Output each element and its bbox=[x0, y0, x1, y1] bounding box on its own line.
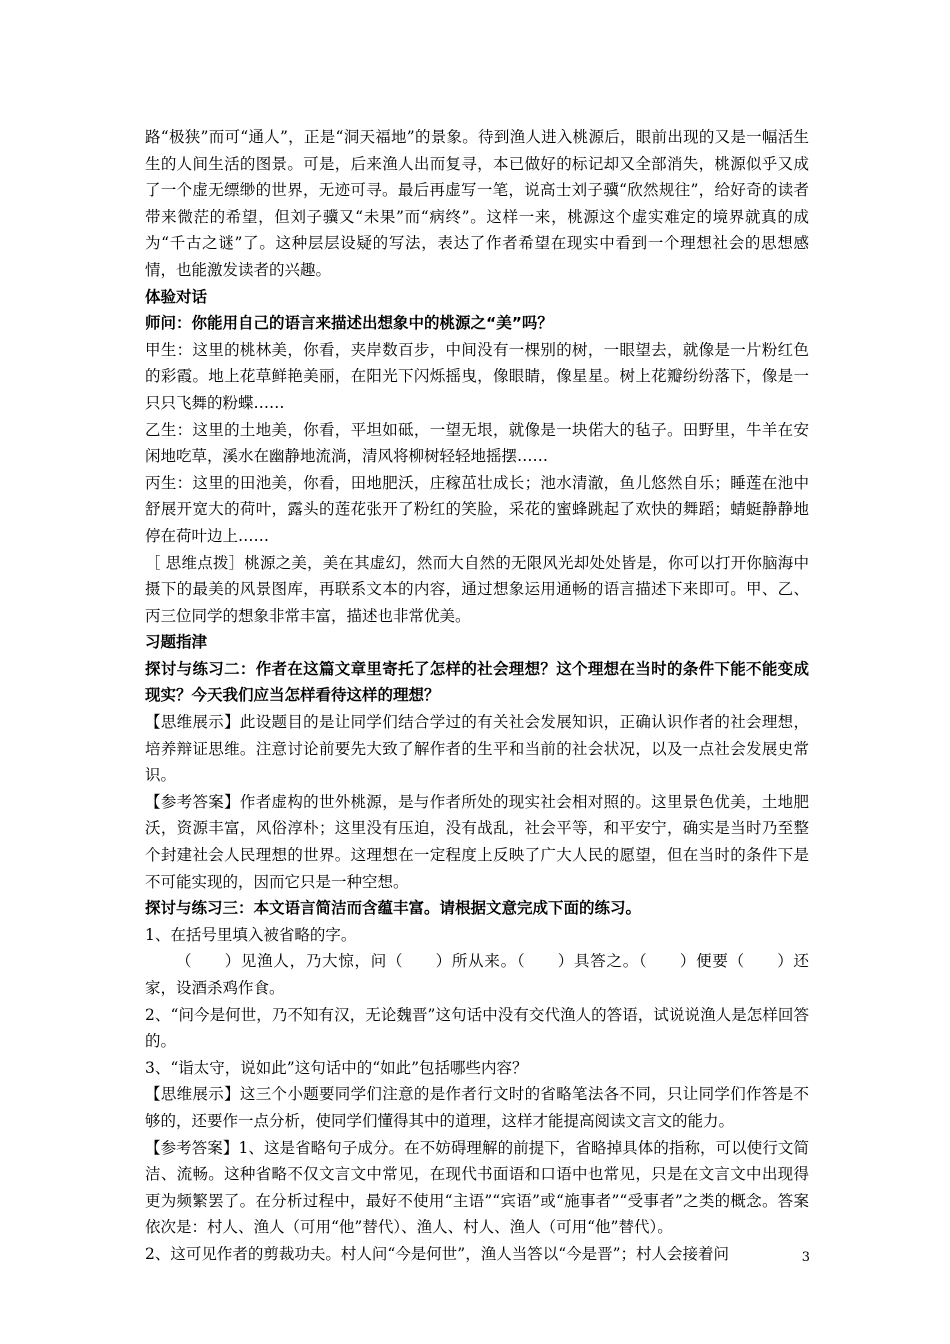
body-paragraph: 【参考答案】作者虚构的世外桃源，是与作者所处的现实社会相对照的。这里景色优美，土地肥沃，资源丰富，风俗淳朴；这里没有压迫，没有战乱，社会平等，和平安宁，确实是当时乃至整个封建社会人民理想的世界。这理想在一定程度上反映了广大人民的愿望，但在当时的条件下是不可能实现的，因而它只是一种空想。 bbox=[145, 792, 809, 891]
body-paragraph: 【思维展示】这三个小题要同学们注意的是作者行文时的省略笔法各不同，只让同学们作答是不够的，还要作一点分析，使同学们懂得其中的道理，这样才能提高阅读文言文的能力。 bbox=[145, 1085, 809, 1130]
body-paragraph: 1、在括号里填入被省略的字。 bbox=[145, 925, 357, 944]
body-paragraph: 路“极狭”而可“通人”，正是“洞天福地”的景象。待到渔人进入桃源后，眼前出现的又是一幅活生生的人间生活的图景。可是，后来渔人出而复寻，本已做好的标记却又全部消失，桃源似乎又成了一个虚无缥缈的世界，无迹可寻。最后再虚写一笔，说高士刘子骥“欣然规往”，给好奇的读者带来微茫的希望，但刘子骥又“未果”而“病终”。这样一来，桃源这个虚实难定的境界就真的成为“千古之谜”了。这种层层设疑的写法，表达了作者希望在现实中看到一个理想社会的思想感情，也能激发读者的兴趣。 bbox=[145, 128, 809, 279]
body-paragraph: 【参考答案】1、这是省略句子成分。在不妨碍理解的前提下，省略掉具体的指称，可以使行文简洁、流畅。这种省略不仅文言文中常见，在现代书面语和口语中也常见，只是在文言文中出现得更为频繁罢了。在分析过程中，最好不使用“主语”“宾语”或“施事者”“受事者”之类的概念。答案依次是：村人、渔人（可用“他”替代）、渔人、村人、渔人（可用“他”替代）。 bbox=[145, 1138, 809, 1237]
body-paragraph: 【思维展示】此设题目的是让同学们结合学过的有关社会发展知识，正确认识作者的社会理想，培养辩证思维。注意讨论前要先大致了解作者的生平和当前的社会状况，以及一点社会发展史常识。 bbox=[145, 713, 809, 785]
body-paragraph: 丙生：这里的田池美，你看，田地肥沃，庄稼茁壮成长；池水清澈，鱼儿悠然自乐；睡莲在池中舒展开宽大的荷叶，露头的莲花张开了粉红的笑脸，采花的蜜蜂跳起了欢快的舞蹈；蜻蜓静静地停在荷叶边上…… bbox=[145, 473, 809, 545]
document-body bbox=[145, 124, 809, 1268]
section-heading: 习题指津 bbox=[145, 633, 208, 652]
body-paragraph: 3、“诣太守，说如此”这句话中的“如此”包括哪些内容？ bbox=[145, 1058, 528, 1077]
body-paragraph: 2、这可见作者的剪裁功夫。村人问“今是何世”，渔人当答以“今是晋”；村人会接着问 bbox=[145, 1244, 730, 1263]
section-heading: 师问：你能用自己的语言来描述出想象中的桃源之“美”吗？ bbox=[145, 314, 553, 333]
body-paragraph: 甲生：这里的桃林美，你看，夹岸数百步，中间没有一棵别的树，一眼望去，就像是一片粉红色的彩霞。地上花草鲜艳美丽，在阳光下闪烁摇曳，像眼睛，像星星。树上花瓣纷纷落下，像是一只只飞舞的粉蝶…… bbox=[145, 340, 809, 412]
body-paragraph: 乙生：这里的土地美，你看，平坦如砥，一望无垠，就像是一块偌大的毡子。田野里，牛羊在安闲地吃草，溪水在幽静地流淌，清风将柳树轻轻地摇摆…… bbox=[145, 420, 809, 466]
section-heading: 探讨与练习二：作者在这篇文章里寄托了怎样的社会理想？这个理想在当时的条件下能不能变成现实？今天我们应当怎样看待这样的理想？ bbox=[145, 659, 809, 705]
section-heading: 体验对话 bbox=[145, 287, 208, 306]
body-paragraph: （ ）见渔人，乃大惊，问（ ）所从来。（ ）具答之。（ ）便要（ ）还家，设酒杀鸡作食。 bbox=[145, 952, 809, 997]
section-heading: 探讨与练习三：本文语言简洁而含蕴丰富。请根据文意完成下面的练习。 bbox=[145, 899, 642, 918]
page-number: 3 bbox=[801, 1250, 810, 1265]
body-paragraph: 2、“问今是何世，乃不知有汉，无论魏晋”这句话中没有交代渔人的答语，试说说渔人是怎样回答的。 bbox=[145, 1005, 809, 1051]
body-paragraph: ［ 思维点拨］桃源之美，美在其虚幻，然而大自然的无限风光却处处皆是，你可以打开你脑海中摄下的最美的风景图库，再联系文本的内容，通过想象运用通畅的语言描述下来即可。甲、乙、丙三位同学的想象非常丰富，描述也非常优美。 bbox=[145, 553, 809, 625]
